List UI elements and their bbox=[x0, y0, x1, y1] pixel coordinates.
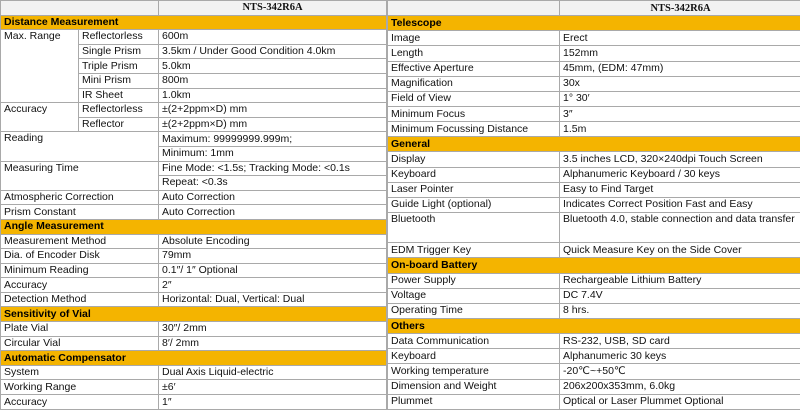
spec-value: 45mm, (EDM: 47mm) bbox=[560, 61, 800, 76]
spec-label: Bluetooth bbox=[388, 212, 560, 242]
spec-row bbox=[388, 379, 800, 394]
spec-value: Quick Measure Key on the Side Cover bbox=[560, 243, 800, 258]
spec-label: Laser Pointer bbox=[388, 182, 560, 197]
spec-value: Erect bbox=[560, 31, 800, 46]
spec-row bbox=[388, 106, 800, 121]
spec-value: 206x200x353mm, 6.0kg bbox=[560, 379, 800, 394]
spec-row bbox=[1, 278, 387, 293]
spec-row bbox=[388, 288, 800, 303]
header-blank bbox=[388, 1, 560, 16]
spec-value: Maximum: 99999999.999m; bbox=[159, 132, 387, 147]
spec-value: 1.5m bbox=[560, 122, 800, 137]
right-spec-table bbox=[387, 0, 800, 410]
spec-label: Effective Aperture bbox=[388, 61, 560, 76]
spec-label: Working Range bbox=[1, 380, 159, 395]
header-row bbox=[1, 1, 387, 16]
spec-label: Minimum Reading bbox=[1, 263, 159, 278]
header-blank bbox=[1, 1, 159, 16]
spec-value: 3″ bbox=[560, 106, 800, 121]
spec-row bbox=[1, 292, 387, 307]
section-title: Automatic Compensator bbox=[1, 351, 387, 366]
spec-label: Magnification bbox=[388, 76, 560, 91]
spec-value: Easy to Find Target bbox=[560, 182, 800, 197]
spec-value: Dual Axis Liquid-electric bbox=[159, 365, 387, 380]
spec-value: 2″ bbox=[159, 278, 387, 293]
section-battery bbox=[388, 258, 800, 273]
header-row bbox=[388, 1, 800, 16]
spec-sublabel: Reflector bbox=[79, 117, 159, 132]
spec-label: Power Supply bbox=[388, 273, 560, 288]
spec-row bbox=[388, 394, 800, 409]
spec-row bbox=[1, 103, 387, 118]
spec-sublabel: Reflectorless bbox=[79, 30, 159, 45]
spec-label: Detection Method bbox=[1, 292, 159, 307]
spec-row bbox=[1, 380, 387, 395]
spec-row bbox=[388, 91, 800, 106]
spec-value: Horizontal: Dual, Vertical: Dual bbox=[159, 292, 387, 307]
spec-row bbox=[1, 132, 387, 147]
spec-value: RS-232, USB, SD card bbox=[560, 334, 800, 349]
section-title: Distance Measurement bbox=[1, 15, 387, 30]
spec-sublabel: Reflectorless bbox=[79, 103, 159, 118]
spec-label: Guide Light (optional) bbox=[388, 197, 560, 212]
spec-row bbox=[1, 249, 387, 264]
spec-label: Atmospheric Correction bbox=[1, 190, 159, 205]
spec-value: ±(2+2ppm×D) mm bbox=[159, 103, 387, 118]
spec-value: Optical or Laser Plummet Optional bbox=[560, 394, 800, 409]
section-title: Sensitivity of Vial bbox=[1, 307, 387, 322]
spec-value: 5.0km bbox=[159, 59, 387, 74]
spec-value: 8 hrs. bbox=[560, 303, 800, 318]
spec-label: Plate Vial bbox=[1, 322, 159, 337]
spec-label: Accuracy bbox=[1, 103, 79, 132]
spec-sublabel: Triple Prism bbox=[79, 59, 159, 74]
spec-sublabel: Single Prism bbox=[79, 44, 159, 59]
section-title: Others bbox=[388, 318, 800, 333]
spec-sublabel: IR Sheet bbox=[79, 88, 159, 103]
spec-label: EDM Trigger Key bbox=[388, 243, 560, 258]
spec-label: Accuracy bbox=[1, 395, 159, 410]
spec-value: 3.5km / Under Good Condition 4.0km bbox=[159, 44, 387, 59]
spec-value: ±6′ bbox=[159, 380, 387, 395]
spec-row bbox=[388, 76, 800, 91]
spec-row bbox=[1, 263, 387, 278]
spec-label: Prism Constant bbox=[1, 205, 159, 220]
spec-label: Minimum Focus bbox=[388, 106, 560, 121]
spec-row bbox=[1, 322, 387, 337]
spec-row bbox=[388, 212, 800, 242]
section-vial bbox=[1, 307, 387, 322]
spec-label: Measuring Time bbox=[1, 161, 159, 190]
spec-value: Bluetooth 4.0, stable connection and data transfer bbox=[560, 212, 800, 242]
spec-value: DC 7.4V bbox=[560, 288, 800, 303]
spec-label: Max. Range bbox=[1, 30, 79, 103]
spec-label: Data Communication bbox=[388, 334, 560, 349]
spec-value: Alphanumeric Keyboard / 30 keys bbox=[560, 167, 800, 182]
spec-row bbox=[388, 31, 800, 46]
spec-row bbox=[388, 152, 800, 167]
spec-row bbox=[388, 243, 800, 258]
spec-row bbox=[388, 349, 800, 364]
spec-label: Plummet bbox=[388, 394, 560, 409]
spec-label: Display bbox=[388, 152, 560, 167]
spec-sublabel: Mini Prism bbox=[79, 73, 159, 88]
spec-value: 79mm bbox=[159, 249, 387, 264]
spec-label: System bbox=[1, 365, 159, 380]
spec-row bbox=[1, 205, 387, 220]
spec-row bbox=[388, 197, 800, 212]
spec-value: 800m bbox=[159, 73, 387, 88]
spec-value: 1.0km bbox=[159, 88, 387, 103]
spec-label: Operating Time bbox=[388, 303, 560, 318]
spec-label: Minimum Focussing Distance bbox=[388, 122, 560, 137]
spec-value: Rechargeable Lithium Battery bbox=[560, 273, 800, 288]
spec-label: Dia. of Encoder Disk bbox=[1, 249, 159, 264]
model-header: NTS-342R6A bbox=[159, 1, 387, 16]
spec-label: Circular Vial bbox=[1, 336, 159, 351]
spec-row bbox=[1, 30, 387, 45]
spec-row bbox=[1, 336, 387, 351]
spec-value: Auto Correction bbox=[159, 205, 387, 220]
spec-label: Measurement Method bbox=[1, 234, 159, 249]
spec-value: 1″ bbox=[159, 395, 387, 410]
section-title: On-board Battery bbox=[388, 258, 800, 273]
section-angle bbox=[1, 219, 387, 234]
spec-value: 152mm bbox=[560, 46, 800, 61]
model-header: NTS-342R6A bbox=[560, 1, 800, 16]
left-spec-table bbox=[0, 0, 387, 410]
spec-row bbox=[1, 190, 387, 205]
spec-value: Fine Mode: <1.5s; Tracking Mode: <0.1s bbox=[159, 161, 387, 176]
spec-label: Reading bbox=[1, 132, 159, 161]
section-general bbox=[388, 137, 800, 152]
spec-row bbox=[388, 61, 800, 76]
spec-value: 1° 30′ bbox=[560, 91, 800, 106]
spec-row bbox=[388, 303, 800, 318]
spec-label: Voltage bbox=[388, 288, 560, 303]
spec-label: Keyboard bbox=[388, 349, 560, 364]
section-telescope bbox=[388, 16, 800, 31]
spec-label: Keyboard bbox=[388, 167, 560, 182]
spec-row bbox=[388, 46, 800, 61]
spec-row bbox=[388, 122, 800, 137]
spec-label: Dimension and Weight bbox=[388, 379, 560, 394]
spec-value: -20℃~+50℃ bbox=[560, 364, 800, 379]
spec-value: Indicates Correct Position Fast and Easy bbox=[560, 197, 800, 212]
spec-label: Image bbox=[388, 31, 560, 46]
spec-value: 30″/ 2mm bbox=[159, 322, 387, 337]
section-title: General bbox=[388, 137, 800, 152]
spec-value: Auto Correction bbox=[159, 190, 387, 205]
spec-value: 8′/ 2mm bbox=[159, 336, 387, 351]
spec-row bbox=[388, 167, 800, 182]
spec-value: Repeat: <0.3s bbox=[159, 176, 387, 191]
spec-value: Alphanumeric 30 keys bbox=[560, 349, 800, 364]
spec-label: Length bbox=[388, 46, 560, 61]
spec-row bbox=[1, 365, 387, 380]
spec-value: Minimum: 1mm bbox=[159, 146, 387, 161]
spec-value: 3.5 inches LCD, 320×240dpi Touch Screen bbox=[560, 152, 800, 167]
spec-value: 0.1″/ 1″ Optional bbox=[159, 263, 387, 278]
spec-label: Field of View bbox=[388, 91, 560, 106]
section-title: Telescope bbox=[388, 16, 800, 31]
spec-row bbox=[388, 334, 800, 349]
spec-row bbox=[1, 395, 387, 410]
spec-row bbox=[1, 161, 387, 176]
spec-row bbox=[1, 234, 387, 249]
spec-value: Absolute Encoding bbox=[159, 234, 387, 249]
spec-label: Working temperature bbox=[388, 364, 560, 379]
section-others bbox=[388, 318, 800, 333]
spec-row bbox=[388, 273, 800, 288]
section-distance bbox=[1, 15, 387, 30]
spec-value: 30x bbox=[560, 76, 800, 91]
spec-value: 600m bbox=[159, 30, 387, 45]
section-title: Angle Measurement bbox=[1, 219, 387, 234]
section-compensator bbox=[1, 351, 387, 366]
spec-row bbox=[388, 182, 800, 197]
spec-value: ±(2+2ppm×D) mm bbox=[159, 117, 387, 132]
spec-label: Accuracy bbox=[1, 278, 159, 293]
spec-row bbox=[388, 364, 800, 379]
